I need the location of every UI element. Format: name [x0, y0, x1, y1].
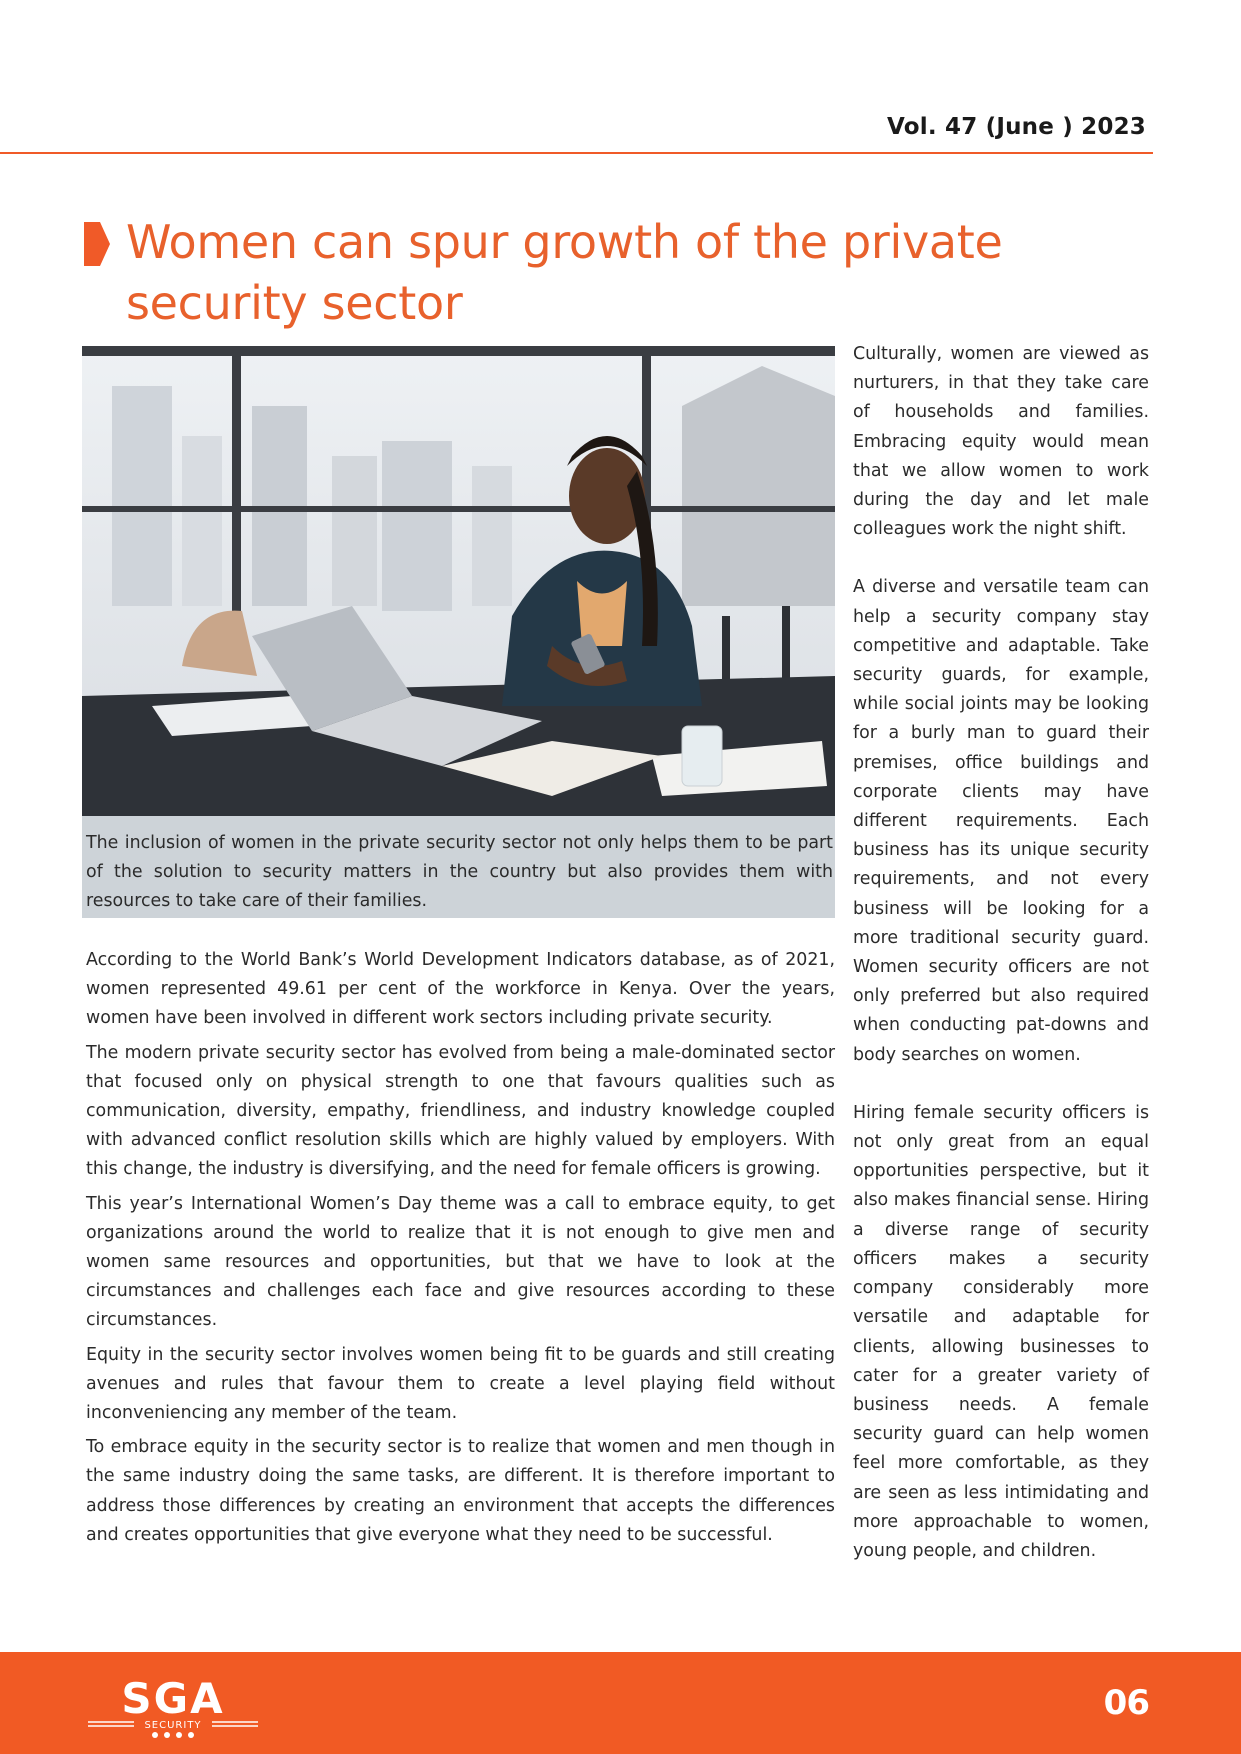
body-paragraph: To embrace equity in the security sector is to realize that women and men though in the same industry doing the same tasks, are different. It is therefore important to address those differences by creating an environment that accepts the differences and creates opportunities that give everyone what they need to be successful.: [86, 1437, 835, 1545]
body-paragraph: This year’s International Women’s Day theme was a call to embrace equity, to get organizations around the world to realize that it is not enough to give men and women same resources and opportunities, but that we have to look at the circumstances and challenges each face and give resources according to these circumstances.: [86, 1193, 835, 1331]
body-paragraph: Culturally, women are viewed as nurturers, in that they take care of households and families. Embracing equity would mean that we allow women to work during the day and let male colleagues work the night shift.: [853, 344, 1149, 540]
body-paragraph: According to the World Bank’s World Development Indicators database, as of 2021, women represented 49.61 per cent of the workforce in Kenya. Over the years, women have been involved in different work sectors including private security.: [86, 950, 835, 1029]
right-column: [853, 340, 1149, 1595]
body-paragraph: The modern private security sector has evolved from being a male-dominated sector that focused only on physical strength to one that favours qualities such as communication, diversity, empathy, friendliness, and industry knowledge coupled with advanced conflict resolution skills which are highly valued by employers. With this change, the industry is diversifying, and the need for female officers is growing.: [86, 1042, 835, 1180]
page-number: 06: [1103, 1683, 1149, 1723]
issue-label: Vol. 47 (June ) 2023: [887, 114, 1146, 140]
title-marker-icon: [84, 222, 112, 266]
article-title: Women can spur growth of the private security sector: [126, 215, 1003, 330]
body-paragraph: Equity in the security sector involves women being fit to be guards and still creating avenues and rules that favour them to create a level playing field without inconveniencing any member of the team.: [86, 1344, 835, 1424]
body-paragraph: A diverse and versatile team can help a security company stay competitive and adaptable. Take security guards, for example, while social joints may be looking for a burly man to guard their premises, office buildings and corporate clients may have different requirements. Each business has its unique security requirements, and not every business will be looking for a more traditional security guard. Women security officers are not only preferred but also required when conducting pat-downs and body searches on women.: [853, 577, 1149, 1065]
svg-text:SECURITY: SECURITY: [144, 1720, 202, 1731]
left-column: [86, 946, 835, 1555]
photo-caption: The inclusion of women in the private security sector not only helps them to be part of the solution to security matters in the country but also provides them with resources to take care of their families.: [82, 816, 835, 918]
header-divider: [0, 152, 1153, 154]
body-paragraph: Hiring female security officers is not only great from an equal opportunities perspective, but it also makes financial sense. Hiring a diverse range of security officers makes a security company considerably more versatile and adaptable for clients, allowing businesses to cater for a greater variety of business needs. A female security guard can help women feel more comfortable, as they are seen as less intimidating and more approachable to women, young people, and children.: [853, 1102, 1149, 1561]
svg-text:SGA: SGA: [121, 1675, 225, 1723]
article-photo: [82, 346, 835, 816]
sga-logo: [86, 1675, 261, 1741]
